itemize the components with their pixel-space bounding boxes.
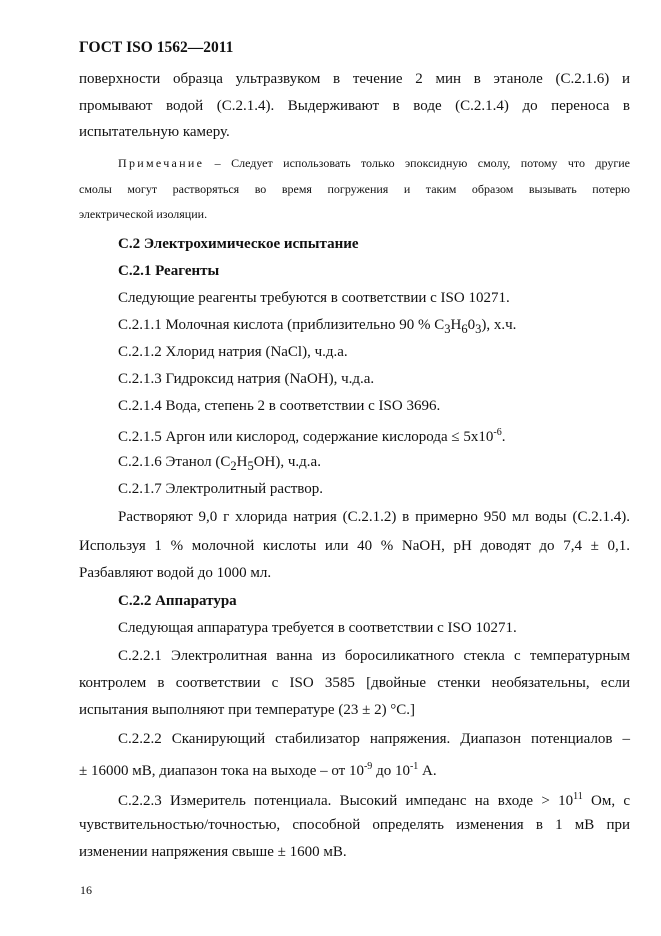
intro-line-1: поверхности образца ультразвуком в течение 2 мин в этаноле (С.2.1.6) и [79, 71, 630, 87]
solution-line-1: Растворяют 9,0 г хлорида натрия (С.2.1.2) в примерно 950 мл воды (С.2.1.4). [118, 509, 630, 525]
section-c22-heading: С.2.2 Аппаратура [118, 593, 237, 609]
note-line-1: Примечание – Следует использовать только эпоксидную смолу, потому что другие [118, 156, 630, 170]
apparatus-c223-line-3: изменении напряжения свыше ± 1600 мВ. [79, 844, 347, 860]
page-number: 16 [80, 883, 92, 897]
section-c21-heading: С.2.1 Реагенты [118, 263, 220, 279]
reagent-c212: С.2.1.2 Хлорид натрия (NaCl), ч.д.а. [118, 344, 348, 360]
document-header: ГОСТ ISO 1562—2011 [79, 39, 234, 56]
reagent-c211: С.2.1.1 Молочная кислота (приблизительно 90 % $С_3Н_60_3$), х.ч. [118, 317, 517, 336]
note-block [79, 151, 630, 228]
solution-line-3: Разбавляют водой до 1000 мл. [79, 565, 272, 581]
reagent-c217: С.2.1.7 Электролитный раствор. [118, 481, 324, 497]
section-c2-heading: С.2 Электрохимическое испытание [118, 236, 359, 252]
note-line-2: смолы могут растворяться во время погружения и таким образом вызывать потерю [79, 181, 630, 196]
apparatus-c221-line-1: С.2.2.1 Электролитная ванна из боросиликатного стекла с температурным [118, 648, 630, 664]
intro-line-2: промывают водой (С.2.1.4). Выдерживают в воде (С.2.1.4) до переноса в [79, 98, 630, 114]
apparatus-c221-line-2: контролем в соответствии с ISO 3585 [двойные стенки необязательны, если [79, 675, 630, 691]
reagent-c214: С.2.1.4 Вода, степень 2 в соответствии с ISO 3696. [118, 398, 441, 414]
apparatus-c223-line-2: чувствительностью/точностью, способной определять изменения в 1 мВ при [79, 817, 630, 833]
apparatus-intro: Следующая аппаратура требуется в соответствии с ISO 10271. [118, 620, 517, 636]
apparatus-c221-line-3: испытания выполняют при температуре (23 ± 2) °С.] [79, 702, 416, 718]
apparatus-c223-line-1: С.2.2.3 Измеритель потенциала. Высокий импеданс на входе > $10^{11}$ Ом, с [118, 791, 630, 809]
apparatus-c222-line-1: С.2.2.2 Сканирующий стабилизатор напряжения. Диапазон потенциалов – [118, 731, 630, 747]
intro-line-3: испытательную камеру. [79, 124, 230, 140]
reagent-c216: С.2.1.6 Этанол $(С_2Н_5ОН)$, ч.д.а. [118, 454, 321, 473]
apparatus-c222-line-2: ± 16000 мВ, диапазон тока на выходе – от $10^{-9}$ до $10^{-1}$ А. [79, 761, 437, 779]
solution-line-2: Используя 1 % молочной кислоты или 40 % NaOH, pH доводят до 7,4 ± 0,1. [79, 538, 630, 554]
note-line-3: электрической изоляции. [79, 207, 208, 221]
note-label: Примечание [118, 156, 205, 170]
reagent-c213: С.2.1.3 Гидроксид натрия (NaOH), ч.д.а. [118, 371, 375, 387]
reagent-c215: С.2.1.5 Аргон или кислород, содержание кислорода ≤ $5х10^{-6}$. [118, 427, 506, 445]
reagents-intro: Следующие реагенты требуются в соответствии с ISO 10271. [118, 290, 510, 306]
